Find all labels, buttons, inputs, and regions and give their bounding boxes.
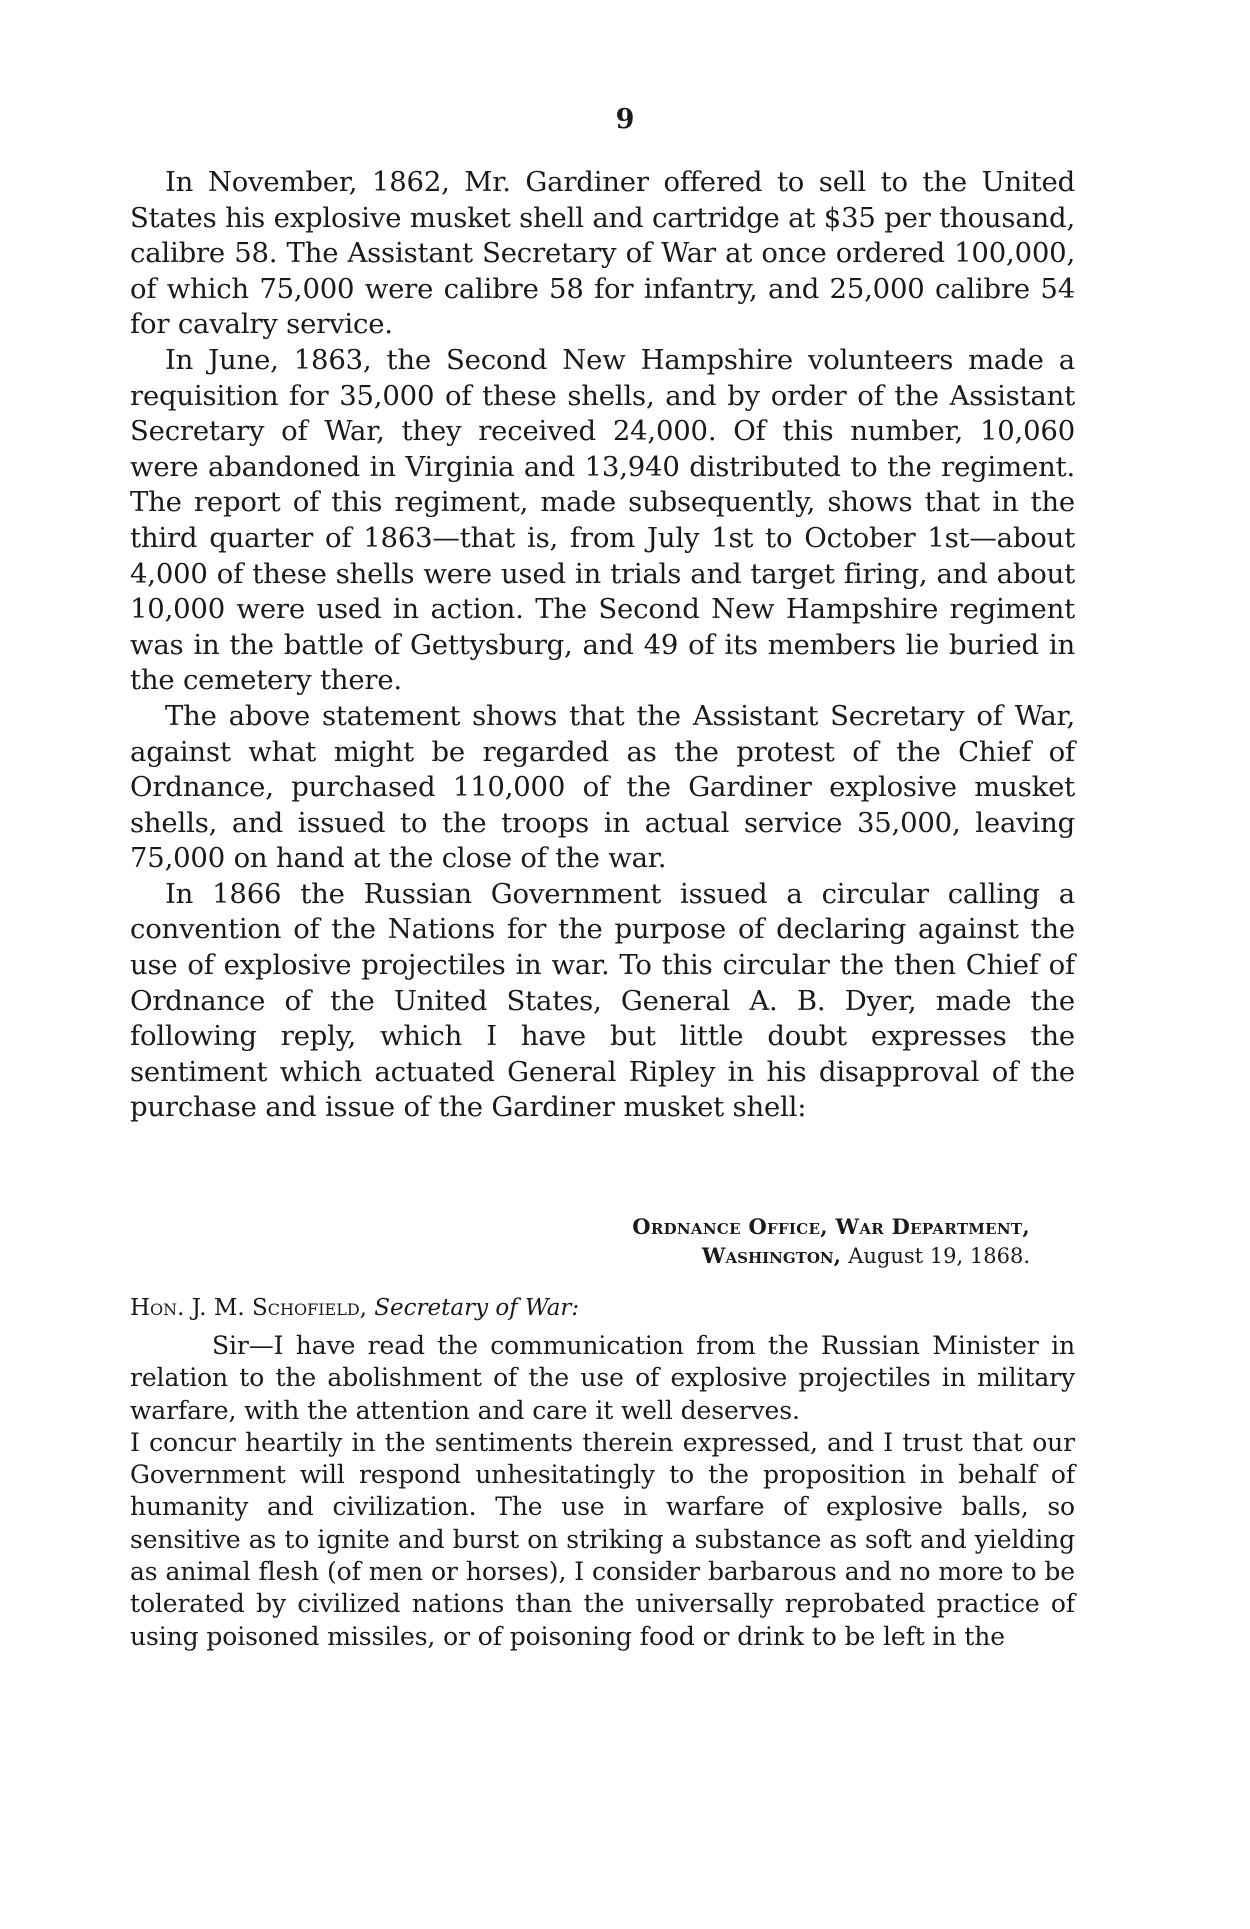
letter-place: Washington, xyxy=(701,1243,841,1268)
letter-place-date xyxy=(130,1241,1030,1271)
letter-date: August 19, 1868. xyxy=(848,1244,1030,1268)
letter-paragraph-concur: I concur heartily in the sentiments therein expressed, and I trust that our Government will respond unhesitatingly to the proposition in behalf of humanity and civilization. The use in warfare of explosive balls, so sensitive as to ignite and burst on striking a substance as soft and yielding as animal flesh (of men or horses), I consider barbarous and no more to be tolerated by civilized nations than the universally reprobated practice of using poisoned missiles, or of poisoning food or drink to be left in the xyxy=(130,1427,1075,1651)
body-text xyxy=(130,165,1075,1126)
paragraph-new-hampshire-requisition: In June, 1863, the Second New Hampshire volunteers made a requisition for 35,000 of these shells, and by order of the Assistant Secretary of War, they received 24,000. Of this number, 10,060 were abandoned in Virginia and 13,940 distributed to the regiment. The report of this regiment, made subsequently, shows that in the third quarter of 1863—that is, from July 1st to October 1st—about 4,000 of these shells were used in trials and target firing, and about 10,000 were used in action. The Second New Hampshire regiment was in the battle of Gettysburg, and 49 of its members lie buried in the cemetery there. xyxy=(130,343,1075,697)
letter-body xyxy=(130,1330,1075,1653)
letter-office: Ordnance Office, War Department, xyxy=(632,1214,1030,1239)
paragraph-russian-circular: In 1866 the Russian Government issued a circular calling a convention of the Nations for the purpose of declaring against the use of explosive projectiles in war. To this circular the then Chief of Ordnance of the United States, General A. B. Dyer, made the following reply, which I have but little doubt expresses the sentiment which actuated General Ripley in his disapproval of the purchase and issue of the Gardiner musket shell: xyxy=(130,877,1075,1124)
paragraph-gardiner-offer: In November, 1862, Mr. Gardiner offered to sell to the United States his explosive musket shell and cartridge at $35 per thousand, calibre 58. The Assistant Secretary of War at once ordered 100,000, of which 75,000 were calibre 58 for infantry, and 25,000 calibre 54 for cavalry service. xyxy=(130,166,1075,341)
paragraph-statement-summary: The above statement shows that the Assistant Secretary of War, against what might be regarded as the protest of the Chief of Ordnance, purchased 110,000 of the Gardiner explosive musket shells, and issued to the troops in actual service 35,000, leaving 75,000 on hand at the close of the war. xyxy=(130,699,1075,875)
addressee-title: Secretary of War: xyxy=(374,1295,580,1321)
letter-salutation xyxy=(130,1293,579,1323)
addressee-name: Hon. J. M. Schofield, xyxy=(130,1295,367,1321)
page-number: 9 xyxy=(615,104,635,135)
letter-header xyxy=(130,1212,1030,1271)
letter-paragraph-sir: Sir—I have read the communication from the Russian Minister in relation to the abolishment of the use of explosive projectiles in military warfare, with the attention and care it well deserves. xyxy=(130,1331,1075,1425)
